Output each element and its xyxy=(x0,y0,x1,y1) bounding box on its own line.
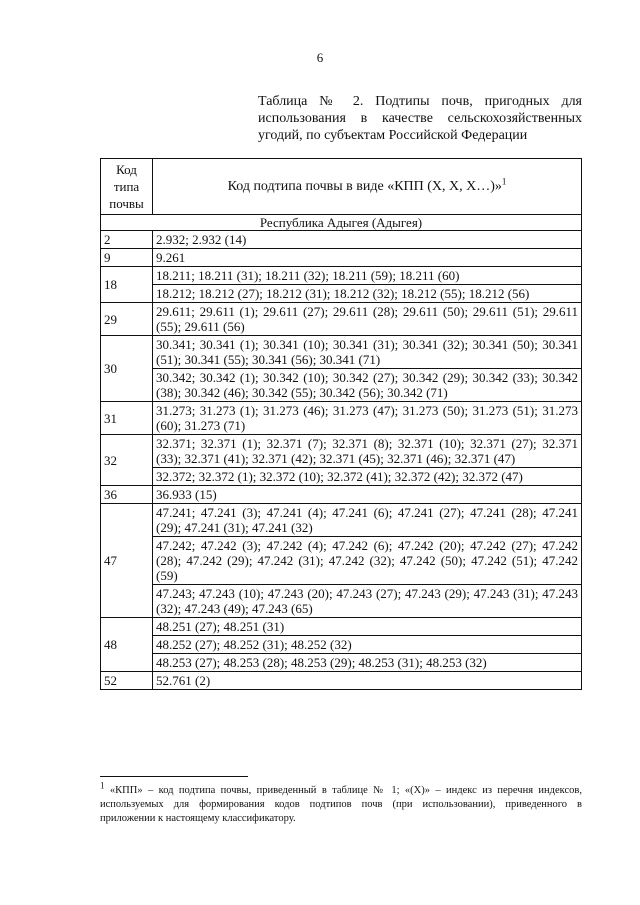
soil-subtype-codes: 9.261 xyxy=(153,249,582,267)
soil-subtype-codes: 32.372; 32.372 (1); 32.372 (10); 32.372 (41); 32.372 (42); 32.372 (47) xyxy=(153,468,582,486)
table-row xyxy=(101,537,582,585)
soil-subtype-codes: 52.761 (2) xyxy=(153,672,582,690)
soil-subtypes-table xyxy=(100,158,582,690)
soil-subtype-codes: 31.273; 31.273 (1); 31.273 (46); 31.273 (47); 31.273 (50); 31.273 (51); 31.273 (60); 31.273 (71) xyxy=(153,402,582,435)
soil-type-code: 47 xyxy=(101,504,153,618)
soil-type-code: 32 xyxy=(101,435,153,486)
header-code-line: типа xyxy=(113,179,140,194)
table-row xyxy=(101,402,582,435)
table-row xyxy=(101,585,582,618)
table-body xyxy=(101,215,582,690)
table-row xyxy=(101,336,582,369)
table-row xyxy=(101,249,582,267)
soil-type-code: 2 xyxy=(101,231,153,249)
table-row xyxy=(101,654,582,672)
soil-subtype-codes: 29.611; 29.611 (1); 29.611 (27); 29.611 (28); 29.611 (50); 29.611 (51); 29.611 (55); 29.611 (56) xyxy=(153,303,582,336)
soil-subtype-codes: 47.241; 47.241 (3); 47.241 (4); 47.241 (6); 47.241 (27); 47.241 (28); 47.241 (29); 47.241 (31); 47.241 (32) xyxy=(153,504,582,537)
header-code-line: Код xyxy=(116,162,137,177)
header-soil-type-code xyxy=(101,159,153,215)
caption-line: угодий, по субъектам Российской Федерации xyxy=(258,128,528,143)
soil-type-code: 30 xyxy=(101,336,153,402)
soil-type-code: 29 xyxy=(101,303,153,336)
soil-type-code: 9 xyxy=(101,249,153,267)
soil-subtype-codes: 18.212; 18.212 (27); 18.212 (31); 18.212 (32); 18.212 (55); 18.212 (56) xyxy=(153,285,582,303)
soil-type-code: 31 xyxy=(101,402,153,435)
soil-subtype-codes: 18.211; 18.211 (31); 18.211 (32); 18.211 (59); 18.211 (60) xyxy=(153,267,582,285)
table-row xyxy=(101,435,582,468)
header-code-line: почвы xyxy=(109,196,144,211)
soil-type-code: 52 xyxy=(101,672,153,690)
soil-subtype-codes: 32.371; 32.371 (1); 32.371 (7); 32.371 (8); 32.371 (10); 32.371 (27); 32.371 (33); 32.371 (41); 32.371 (42); 32.371 (45); 32.371 (46); 32.371 (47) xyxy=(153,435,582,468)
footnote-line: используемых для формирования кодов подтипов почв (при использовании), приведенного в xyxy=(100,799,582,810)
table-row xyxy=(101,672,582,690)
page-number: 6 xyxy=(316,50,324,65)
region-row xyxy=(101,215,582,231)
table-header-row xyxy=(101,159,582,215)
header-soil-subtype-code xyxy=(153,159,582,215)
table-row xyxy=(101,468,582,486)
footnote-line: приложении к настоящему классификатору. xyxy=(100,813,296,824)
table-row xyxy=(101,504,582,537)
table-caption xyxy=(258,93,582,144)
soil-subtype-codes: 30.341; 30.341 (1); 30.341 (10); 30.341 (31); 30.341 (32); 30.341 (50); 30.341 (51); 30.341 (55); 30.341 (56); 30.341 (71) xyxy=(153,336,582,369)
footnote-mark: 1 xyxy=(501,176,507,187)
footnote-mark: 1 xyxy=(100,780,105,791)
region-name: Республика Адыгея (Адыгея) xyxy=(101,215,582,231)
table-row xyxy=(101,636,582,654)
soil-subtype-codes: 47.242; 47.242 (3); 47.242 (4); 47.242 (6); 47.242 (20); 47.242 (27); 47.242 (28); 47.242 (29); 47.242 (31); 47.242 (32); 47.242 (50); 47.242 (51); 47.242 (59) xyxy=(153,537,582,585)
table-row xyxy=(101,285,582,303)
soil-type-code: 18 xyxy=(101,267,153,303)
footnote-divider xyxy=(100,776,248,777)
caption-line: Таблица № 2. Подтипы почв, пригодных для xyxy=(258,94,582,109)
table-row xyxy=(101,267,582,285)
caption-line: использования в качестве сельскохозяйственных xyxy=(258,111,582,126)
table-row xyxy=(101,369,582,402)
soil-subtype-codes: 48.251 (27); 48.251 (31) xyxy=(153,618,582,636)
soil-subtype-codes: 47.243; 47.243 (10); 47.243 (20); 47.243 (27); 47.243 (29); 47.243 (31); 47.243 (32); 47.243 (49); 47.243 (65) xyxy=(153,585,582,618)
header-subtype-label: Код подтипа почвы в виде «КПП (X, X, X…)» xyxy=(227,179,502,194)
footnote xyxy=(100,780,582,826)
footnote-line xyxy=(100,780,582,798)
soil-subtype-codes: 30.342; 30.342 (1); 30.342 (10); 30.342 (27); 30.342 (29); 30.342 (33); 30.342 (38); 30.342 (46); 30.342 (55); 30.342 (56); 30.342 (71) xyxy=(153,369,582,402)
table-row xyxy=(101,231,582,249)
footnote-text: «КПП» – код подтипа почвы, приведенный в таблице № 1; «(X)» – индекс из перечня индексов, xyxy=(109,785,582,796)
table-row xyxy=(101,618,582,636)
soil-type-code: 36 xyxy=(101,486,153,504)
table-row xyxy=(101,303,582,336)
soil-subtype-codes: 36.933 (15) xyxy=(153,486,582,504)
table-row xyxy=(101,486,582,504)
soil-subtype-codes: 48.252 (27); 48.252 (31); 48.252 (32) xyxy=(153,636,582,654)
soil-subtype-codes: 2.932; 2.932 (14) xyxy=(153,231,582,249)
soil-type-code: 48 xyxy=(101,618,153,672)
soil-subtype-codes: 48.253 (27); 48.253 (28); 48.253 (29); 48.253 (31); 48.253 (32) xyxy=(153,654,582,672)
